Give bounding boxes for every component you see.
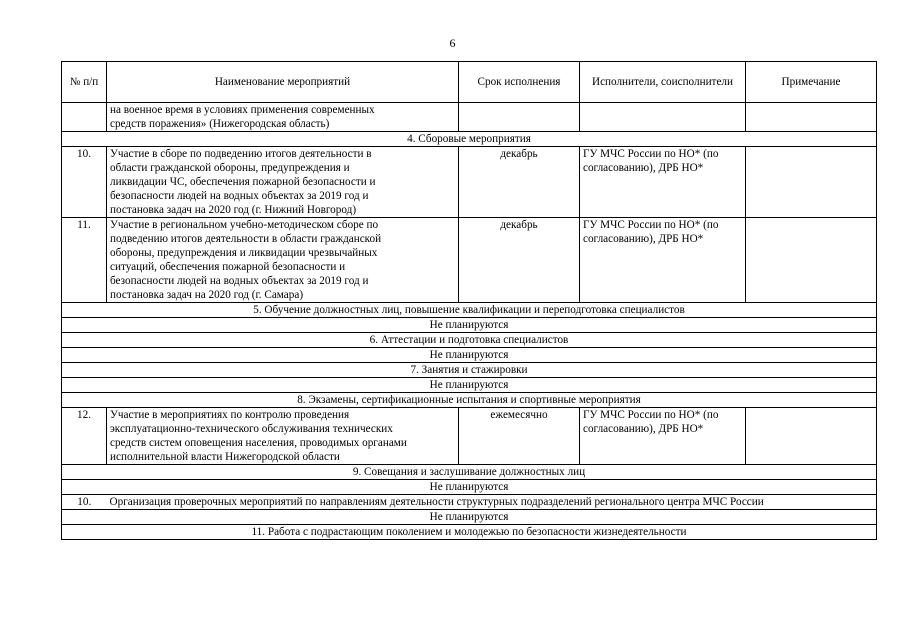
not-planned-row — [62, 318, 877, 333]
name-line: ликвидации ЧС, обеспечения пожарной безопасности и — [110, 176, 376, 188]
section-row — [62, 132, 877, 147]
section-row — [62, 393, 877, 408]
executors-line: согласованию), ДРБ НО* — [583, 423, 704, 435]
section-row — [62, 303, 877, 318]
section-title-8: 8. Экзамены, сертификационные испытания и спортивные мероприятия — [62, 393, 877, 408]
not-planned-text: Не планируются — [62, 378, 877, 393]
cell-num: 12. — [62, 408, 107, 465]
page-number: 6 — [449, 36, 456, 50]
not-planned-text: Не планируются — [62, 318, 877, 333]
executors-line: ГУ МЧС России по НО* (по — [583, 219, 719, 231]
not-planned-row — [62, 378, 877, 393]
name-line: безопасности людей на водных объектах за 2019 год и — [110, 275, 369, 287]
table-header-row — [62, 62, 877, 103]
cell-term: ежемесячно — [459, 408, 580, 465]
section-title-7: 7. Занятия и стажировки — [62, 363, 877, 378]
name-line: безопасности людей на водных объектах за 2019 год и — [110, 190, 369, 202]
name-line: средств поражения» (Нижегородская область) — [110, 118, 330, 130]
section-title-9: 9. Совещания и заслушивание должностных лиц — [62, 465, 877, 480]
cell-name — [107, 218, 459, 303]
section-title-10: Организация проверочных мероприятий по направлениям деятельности структурных подразделений регионального центра МЧС России — [107, 495, 877, 510]
section-title-6: 6. Аттестации и подготовка специалистов — [62, 333, 877, 348]
section-row — [62, 333, 877, 348]
section-10-num: 10. — [62, 495, 107, 510]
section-title-5: 5. Обучение должностных лиц, повышение квалификации и переподготовка специалистов — [62, 303, 877, 318]
not-planned-row — [62, 348, 877, 363]
name-line: исполнительной власти Нижегородской области — [110, 451, 340, 463]
not-planned-row — [62, 510, 877, 525]
not-planned-text: Не планируются — [62, 510, 877, 525]
not-planned-row — [62, 480, 877, 495]
executors-line: ГУ МЧС России по НО* (по — [583, 148, 719, 160]
cell-executors — [580, 218, 746, 303]
not-planned-text: Не планируются — [62, 348, 877, 363]
name-line: обороны, предупреждения и ликвидации чрезвычайных — [110, 247, 378, 259]
section-row — [62, 495, 877, 510]
cell-num: 11. — [62, 218, 107, 303]
header-note: Примечание — [746, 62, 877, 103]
table-row-12 — [62, 408, 877, 465]
section-row — [62, 363, 877, 378]
cell-executors — [580, 103, 746, 132]
name-line: постановка задач на 2020 год (г. Нижний Новгород) — [110, 204, 357, 216]
name-line: средств систем оповещения населения, проводимых органами — [110, 437, 407, 449]
header-executors: Исполнители, соисполнители — [580, 62, 746, 103]
name-line: ситуаций, обеспечения пожарной безопасности и — [110, 261, 346, 273]
cell-note — [746, 103, 877, 132]
executors-line: согласованию), ДРБ НО* — [583, 162, 704, 174]
name-line: области гражданской обороны, предупреждения и — [110, 162, 350, 174]
name-line: Участие в мероприятиях по контролю проведения — [110, 409, 350, 421]
cell-num: 10. — [62, 147, 107, 218]
name-line: на военное время в условиях применения современных — [110, 104, 375, 116]
table-row-11 — [62, 218, 877, 303]
name-line: постановка задач на 2020 год (г. Самара) — [110, 289, 304, 301]
cell-note — [746, 147, 877, 218]
section-title-4: 4. Сборовые мероприятия — [62, 132, 877, 147]
name-line: подведению итогов деятельности в области гражданской — [110, 233, 382, 245]
not-planned-text: Не планируются — [62, 480, 877, 495]
cell-term: декабрь — [459, 218, 580, 303]
table-row-continuation — [62, 103, 877, 132]
cell-executors — [580, 147, 746, 218]
events-table — [61, 61, 877, 540]
cell-note — [746, 218, 877, 303]
header-num: № п/п — [62, 62, 107, 103]
table-row-10 — [62, 147, 877, 218]
executors-line: согласованию), ДРБ НО* — [583, 233, 704, 245]
executors-line: ГУ МЧС России по НО* (по — [583, 409, 719, 421]
cell-name — [107, 408, 459, 465]
name-line: Участие в региональном учебно-методическом сборе по — [110, 219, 379, 231]
cell-executors — [580, 408, 746, 465]
section-row — [62, 465, 877, 480]
cell-name — [107, 147, 459, 218]
cell-name — [107, 103, 459, 132]
header-term: Срок исполнения — [459, 62, 580, 103]
section-title-11: 11. Работа с подрастающим поколением и молодежью по безопасности жизнедеятельности — [62, 525, 877, 540]
section-row — [62, 525, 877, 540]
cell-term: декабрь — [459, 147, 580, 218]
header-name: Наименование мероприятий — [107, 62, 459, 103]
cell-num — [62, 103, 107, 132]
name-line: эксплуатационно-технического обслуживания технических — [110, 423, 393, 435]
cell-term — [459, 103, 580, 132]
name-line: Участие в сборе по подведению итогов деятельности в — [110, 148, 372, 160]
cell-note — [746, 408, 877, 465]
